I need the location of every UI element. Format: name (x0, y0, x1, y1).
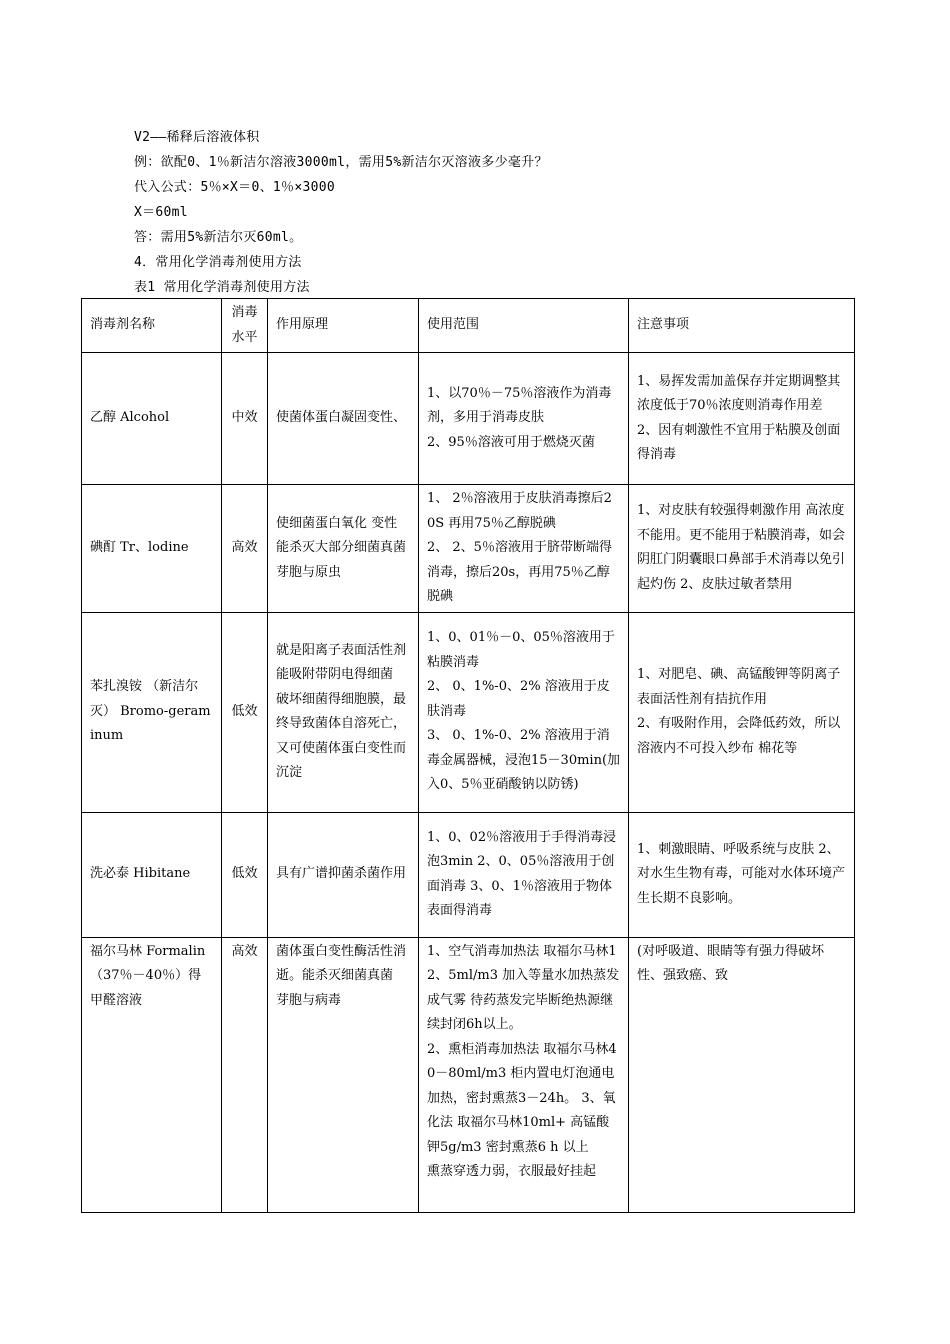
header-name: 消毒剂名称 (82, 299, 222, 353)
cell-name: 福尔马林 Formalin（37％－40％）得甲醛溶液 (82, 937, 222, 1212)
notes-line: 2、有吸附作用，会降低药效，所以溶液内不可投入纱布 棉花等 (637, 716, 841, 756)
notes-line: 1、刺激眼睛、呼吸系统与皮肤 2、对水生生物有毒，可能对水体环境产生长期不良影响。 (637, 841, 846, 906)
cell-level: 低效 (222, 612, 268, 812)
cell-principle: 使细菌蛋白氧化 变性能杀灭大部分细菌真菌芽胞与原虫 (268, 485, 419, 613)
scope-line: 熏蒸穿透力弱，衣服最好挂起 (427, 1164, 597, 1179)
intro-line-answer: 答：需用5%新洁尔灭60ml。 (134, 230, 303, 245)
scope-line: 1、0、02％溶液用于手得消毒浸泡3min 2、0、05％溶液用于创面消毒 3、0、1％溶液用于物体表面得消毒 (427, 829, 617, 918)
cell-name: 乙醇 Alcohol (82, 353, 222, 485)
cell-name: 洗必泰 Hibitane (82, 812, 222, 937)
notes-line: 2、因有刺激性不宜用于粘膜及创面得消毒 (637, 422, 841, 462)
cell-scope (419, 812, 629, 937)
intro-line-result: X＝60ml (134, 205, 188, 220)
table-row (82, 812, 855, 937)
cell-principle: 菌体蛋白变性酶活性消逝。能杀灭细菌真菌 芽胞与病毒 (268, 937, 419, 1212)
cell-principle: 就是阳离子表面活性剂 能吸附带阴电得细菌 破坏细菌得细胞膜，最终导致菌体自溶死亡，又可使菌体蛋白变性而沉淀 (268, 612, 419, 812)
cell-level: 高效 (222, 485, 268, 613)
section-heading: 4．常用化学消毒剂使用方法 (134, 255, 302, 270)
table-row (82, 937, 855, 1212)
scope-line: 1、以70％－75％溶液作为消毒剂，多用于消毒皮肤 (427, 385, 612, 426)
table-row (82, 353, 855, 485)
notes-line: (对呼吸道、眼睛等有强力得破坏性、强致癌、致 (637, 943, 825, 983)
cell-scope (419, 937, 629, 1212)
cell-notes (629, 353, 855, 485)
scope-line: 2、95％溶液可用于燃烧灭菌 (427, 434, 595, 450)
table-row (82, 612, 855, 812)
intro-text (134, 125, 854, 300)
scope-line: 3、 0、1%-0、2% 溶液用于消毒金属器械，浸泡15－30min(加入0、5％亚硝酸钠以防锈) (427, 728, 621, 793)
cell-level: 低效 (222, 812, 268, 937)
header-scope: 使用范围 (419, 299, 629, 353)
cell-name: 碘酊 Tr、lodine (82, 485, 222, 613)
cell-level: 中效 (222, 353, 268, 485)
cell-notes (629, 812, 855, 937)
scope-line: 1、 2％溶液用于皮肤消毒擦后20S 再用75％乙醇脱碘 (427, 491, 612, 531)
cell-scope (419, 612, 629, 812)
cell-scope (419, 353, 629, 485)
intro-line-v2: V2——稀释后溶液体积 (134, 130, 260, 145)
cell-principle: 使菌体蛋白凝固变性、 (268, 353, 419, 485)
scope-line: 1、0、01％－0、05％溶液用于粘膜消毒 (427, 630, 615, 670)
table-row (82, 485, 855, 613)
cell-name: 苯扎溴铵 （新洁尔灭） Bromo-geraminum (82, 612, 222, 812)
notes-line: 1、对肥皂、碘、高锰酸钾等阴离子表面活性剂有拮抗作用 (637, 667, 841, 707)
header-level: 消毒水平 (222, 299, 268, 353)
scope-line: 2、熏柜消毒加热法 取福尔马林40－80ml/m3 柜内置电灯泡通电加热，密封熏蒸3－24h。 3、氧化法 取福尔马林10ml+ 高锰酸钾5g/m3 密封熏蒸6 h 以上 (427, 1041, 617, 1155)
notes-line: 1、对皮肤有较强得刺激作用 高浓度不能用。更不能用于粘膜消毒，如会阴肛门阴囊眼口鼻部手术消毒以免引起灼伤 2、皮肤过敏者禁用 (637, 503, 846, 592)
table-caption: 表1 常用化学消毒剂使用方法 (134, 280, 310, 295)
scope-line: 2、 0、1%-0、2% 溶液用于皮肤消毒 (427, 679, 610, 719)
disinfectant-table (81, 298, 855, 1213)
cell-level: 高效 (222, 937, 268, 1212)
intro-line-formula: 代入公式：5％×X＝0、1％×3000 (134, 180, 335, 195)
header-principle: 作用原理 (268, 299, 419, 353)
cell-notes (629, 612, 855, 812)
cell-notes (629, 937, 855, 1212)
scope-line: 1、空气消毒加热法 取福尔马林12、5ml/m3 加入等量水加热蒸发成气雾 待药蒸发完毕断绝热源继续封闭6h以上。 (427, 943, 620, 1032)
scope-line: 2、 2、5％溶液用于脐带断端得消毒，擦后20s，再用75％乙醇脱碘 (427, 540, 612, 604)
cell-scope (419, 485, 629, 613)
intro-line-example: 例：欲配0、1％新洁尔溶液3000ml，需用5%新洁尔灭溶液多少毫升？ (134, 155, 548, 170)
notes-line: 1、易挥发需加盖保存并定期调整其浓度低于70％浓度则消毒作用差 (637, 373, 841, 413)
header-notes: 注意事项 (629, 299, 855, 353)
cell-notes (629, 485, 855, 613)
table-header-row (82, 299, 855, 353)
cell-principle: 具有广谱抑菌杀菌作用 (268, 812, 419, 937)
